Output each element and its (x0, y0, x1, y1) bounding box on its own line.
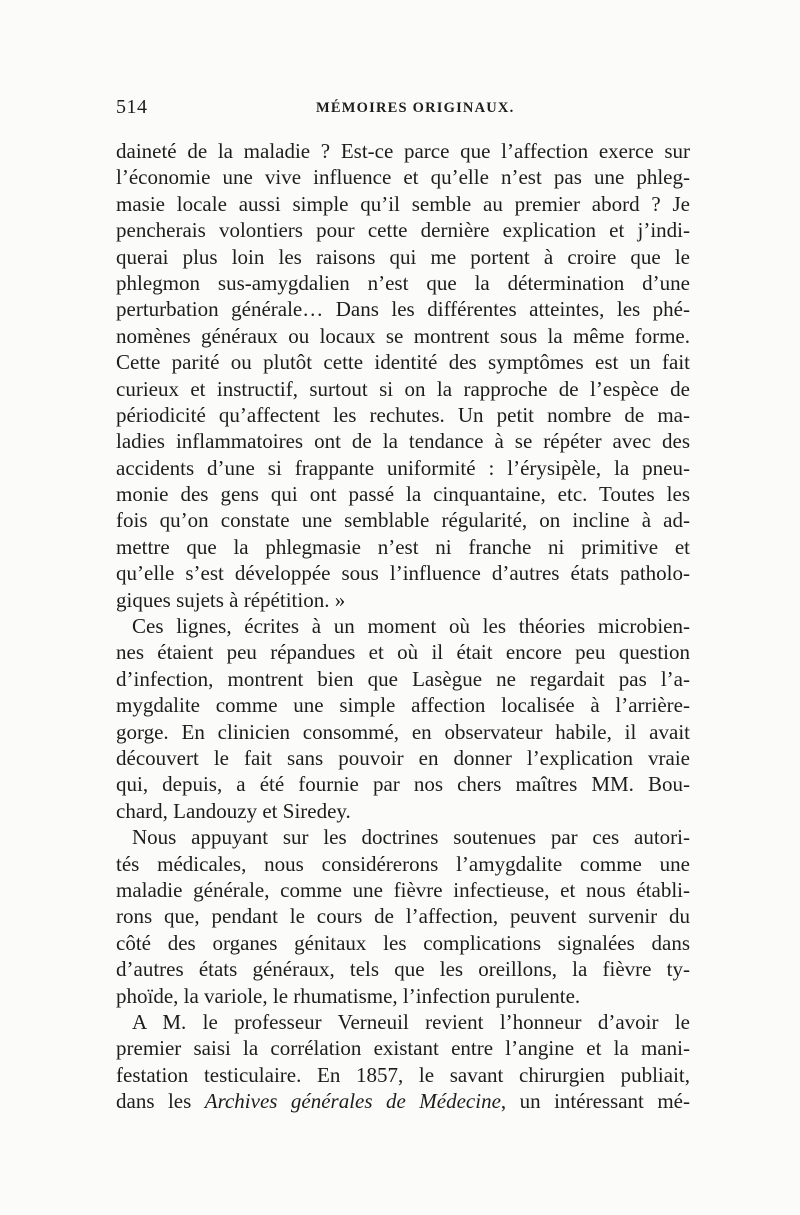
text-line: nomènes généraux ou locaux se montrent sous la même forme. (116, 323, 690, 348)
text-line: daineté de la maladie ? Est-ce parce que l’affection exerce sur (116, 139, 690, 163)
page-number: 514 (116, 96, 148, 118)
running-head: MÉMOIRES ORIGINAUX. (316, 100, 515, 116)
text-line: découvert le fait sans pouvoir en donner l’explication vraie (116, 745, 690, 770)
final-line-before: dans les (116, 1089, 205, 1114)
text-line: nes étaient peu répandues et où il était encore peu question (116, 640, 690, 665)
text-line: phoïde, la variole, le rhumatisme, l’infection purulente. (116, 983, 581, 1008)
text-line: Nous appuyant sur les doctrines soutenues par ces autori- (132, 825, 690, 850)
journal-title: Archives générales de Médecine (204, 1089, 501, 1114)
text-line: côté des organes génitaux les complications signalées dans (116, 930, 690, 955)
text-line: querai plus loin les raisons qui me portent à croire que le (116, 244, 690, 269)
text-line: gorge. En clinicien consommé, en observateur habile, il avait (116, 719, 690, 744)
text-line: accidents d’une si frappante uniformité : l’érysipèle, la pneu- (116, 455, 690, 480)
text-line: tés médicales, nous considérerons l’amygdalite comme une (116, 851, 690, 876)
text-line: fois qu’on constate une semblable régularité, on incline à ad- (116, 508, 690, 533)
text-line: l’économie une vive influence et qu’elle n’est pas une phleg- (116, 165, 690, 190)
text-line: premier saisi la corrélation existant entre l’angine et la mani- (116, 1036, 690, 1061)
text-line: périodicité qu’affectent les rechutes. Un petit nombre de ma- (116, 402, 690, 427)
text-line: qui, depuis, a été fournie par nos chers maîtres MM. Bou- (116, 772, 690, 797)
text-line: rons que, pendant le cours de l’affection, peuvent survenir du (116, 904, 690, 929)
text-line: chard, Landouzy et Siredey. (116, 798, 351, 823)
text-line-final (116, 1088, 690, 1114)
text-line: d’autres états généraux, tels que les oreillons, la fièvre ty- (116, 957, 690, 982)
text-line: qu’elle s’est développée sous l’influence d’autres états patholo- (116, 561, 690, 586)
text-line: maladie générale, comme une fièvre infectieuse, et nous établi- (116, 877, 690, 902)
text-line: monie des gens qui ont passé la cinquantaine, etc. Toutes les (116, 482, 690, 507)
text-line: mygdalite comme une simple affection localisée à l’arrière- (116, 693, 690, 718)
text-line: Cette parité ou plutôt cette identité des symptômes est un fait (116, 350, 690, 375)
text-line: festation testiculaire. En 1857, le savant chirurgien publiait, (116, 1062, 690, 1087)
text-line: Ces lignes, écrites à un moment où les théories microbien- (132, 614, 690, 639)
page-header (116, 96, 690, 126)
text-line: perturbation générale… Dans les différentes atteintes, les phé- (116, 297, 690, 322)
text-line: mettre que la phlegmasie n’est ni franche ni primitive et (116, 534, 690, 559)
final-line-after: , un intéressant mé- (500, 1089, 690, 1114)
text-line: ladies inflammatoires ont de la tendance à se répéter avec des (116, 429, 690, 454)
text-line: A M. le professeur Verneuil revient l’honneur d’avoir le (132, 1009, 690, 1034)
text-line: curieux et instructif, surtout si on la rapproche de l’espèce de (116, 376, 690, 401)
body-text (116, 138, 690, 1114)
text-line: d’infection, montrent bien que Lasègue ne regardait pas l’a- (116, 666, 690, 691)
text-line: phlegmon sus-amygdalien n’est que la détermination d’une (116, 270, 690, 295)
text-line: pencherais volontiers pour cette dernière explication et j’indi- (116, 218, 690, 243)
text-line: giques sujets à répétition. » (116, 587, 346, 612)
text-line: masie locale aussi simple qu’il semble au premier abord ? Je (116, 191, 690, 216)
